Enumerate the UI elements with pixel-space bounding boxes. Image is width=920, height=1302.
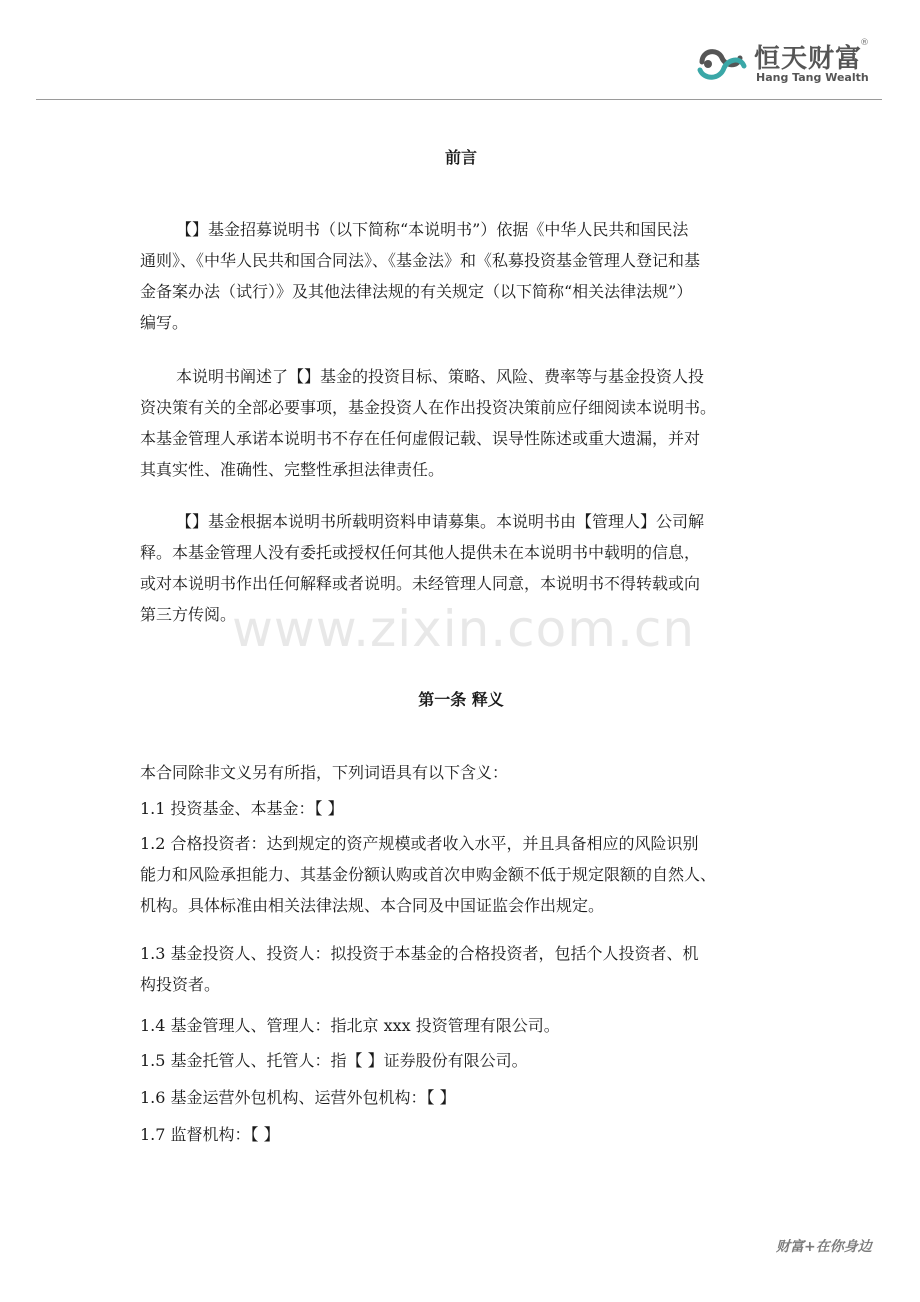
- text-line: 本基金管理人承诺本说明书不存在任何虚假记载、误导性陈述或重大遗漏，并对: [140, 429, 701, 448]
- definition-1-7: [140, 1119, 782, 1150]
- text-line: 本合同除非文义另有所指，下列词语具有以下含义：: [140, 763, 509, 782]
- text-line: 1.6 基金运营外包机构、运营外包机构：【 】: [140, 1088, 456, 1107]
- definition-1-5: [140, 1045, 782, 1076]
- text-line: 1.4 基金管理人、管理人：指北京 xxx 投资管理有限公司。: [140, 1016, 560, 1035]
- preface-paragraph-2: [140, 361, 782, 485]
- definition-1-2: [140, 828, 782, 921]
- text-line: 释。本基金管理人没有委托或授权任何其他人提供未在本说明书中载明的信息，: [140, 543, 701, 562]
- text-line: 能力和风险承担能力、其基金份额认购或首次申购金额不低于规定限额的自然人、: [140, 865, 717, 884]
- definition-1-6: [140, 1082, 782, 1113]
- watermark: www.zixin.com.cn: [232, 600, 696, 658]
- text-line: 1.5 基金托管人、托管人：指【 】证券股份有限公司。: [140, 1051, 528, 1070]
- definition-1-1: [140, 793, 782, 824]
- preface-paragraph-1: [140, 214, 782, 338]
- definitions-intro: [140, 757, 782, 788]
- text-line: 其真实性、准确性、完整性承担法律责任。: [140, 460, 445, 479]
- text-line: 编写。: [140, 313, 189, 332]
- text-line: 【】基金根据本说明书所载明资料申请募集。本说明书由【管理人】公司解: [176, 512, 705, 531]
- text-line: 1.7 监督机构：【 】: [140, 1125, 280, 1144]
- text-line: 机构。具体标准由相关法律法规、本合同及中国证监会作出规定。: [140, 896, 605, 915]
- text-line: 本说明书阐述了【】基金的投资目标、策略、风险、费率等与基金投资人投: [176, 367, 705, 386]
- logo-english-name: Hang Tang Wealth: [756, 71, 869, 84]
- logo-chinese-name: 恒天财富: [754, 44, 863, 74]
- text-line: 金备案办法（试行）》及其他法律法规的有关规定（以下简称“相关法律法规”）: [140, 282, 693, 301]
- footer-slogan: 财富+在你身边: [776, 1239, 872, 1255]
- company-logo: [694, 38, 884, 88]
- definition-1-3: [140, 938, 782, 1000]
- text-line: 通则》、《中华人民共和国合同法》、《基金法》和《私募投资基金管理人登记和基: [140, 251, 701, 270]
- text-line: 1.2 合格投资者：达到规定的资产规模或者收入水平，并且具备相应的风险识别: [140, 834, 699, 853]
- logo-mark-icon: [694, 40, 750, 84]
- article-1-title: 第一条 释义: [418, 690, 504, 709]
- registered-mark: ®: [860, 38, 869, 48]
- text-line: 1.3 基金投资人、投资人：拟投资于本基金的合格投资者，包括个人投资者、机: [140, 944, 699, 963]
- text-line: 或对本说明书作出任何解释或者说明。未经管理人同意，本说明书不得转载或向: [140, 574, 701, 593]
- text-line: 第三方传阅。: [140, 605, 237, 624]
- preface-title: 前言: [444, 148, 477, 167]
- text-line: 【】基金招募说明书（以下简称“本说明书”）依据《中华人民共和国民法: [176, 220, 689, 239]
- header-divider: [36, 99, 882, 100]
- text-line: 1.1 投资基金、本基金：【 】: [140, 799, 344, 818]
- text-line: 构投资者。: [140, 975, 221, 994]
- text-line: 资决策有关的全部必要事项，基金投资人在作出投资决策前应仔细阅读本说明书。: [140, 398, 717, 417]
- definition-1-4: [140, 1010, 782, 1041]
